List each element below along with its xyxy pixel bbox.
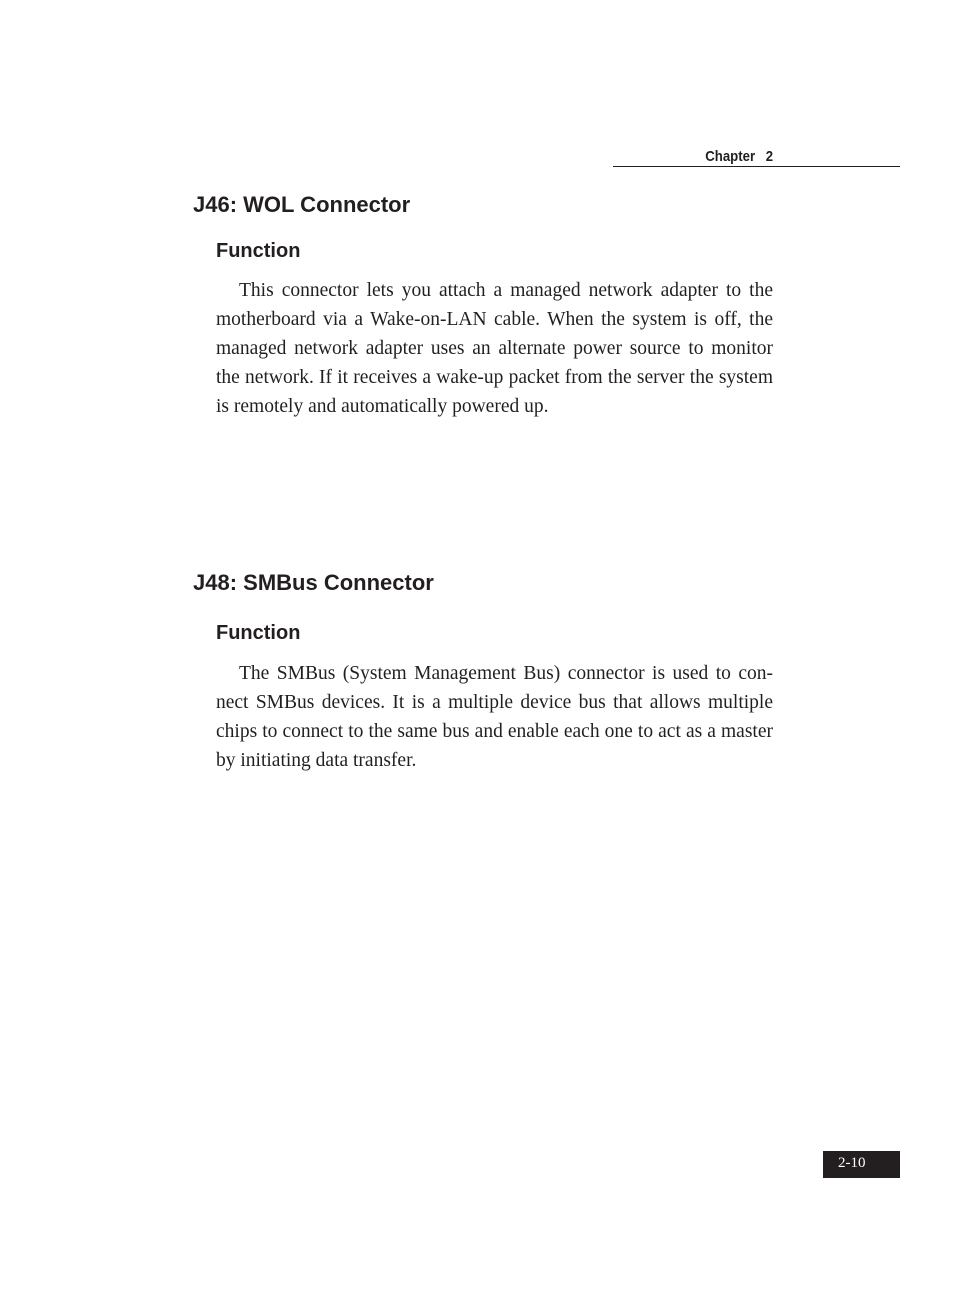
section-j46-wol-connector xyxy=(193,192,773,421)
section-body: The SMBus (System Management Bus) connector is used to connect SMBus devices. It is a multiple device bus that allows multiple chips to connect to the same bus and enable each one to act as a master by initiating data transfer. xyxy=(216,663,773,771)
section-subtitle: Function xyxy=(216,240,301,262)
section-j48-smbus-connector xyxy=(193,570,773,775)
chapter-indicator xyxy=(705,148,773,166)
chapter-number: 2 xyxy=(765,148,773,165)
section-subtitle: Function xyxy=(216,622,301,644)
running-header xyxy=(613,148,900,167)
chapter-label: Chapter xyxy=(705,148,756,165)
section-title: J46: WOL Connector xyxy=(193,192,411,217)
page-number: 2-10 xyxy=(823,1151,900,1178)
section-body: This connector lets you attach a managed network adapter to the motherboard via a Wake-on-LAN cable. When the system is off, the managed network adapter uses an alternate power source to monitor the network. If it receives a wake-up packet from the server the system is remotely and automatically powered up. xyxy=(216,280,773,417)
section-title: J48: SMBus Connector xyxy=(193,570,434,595)
